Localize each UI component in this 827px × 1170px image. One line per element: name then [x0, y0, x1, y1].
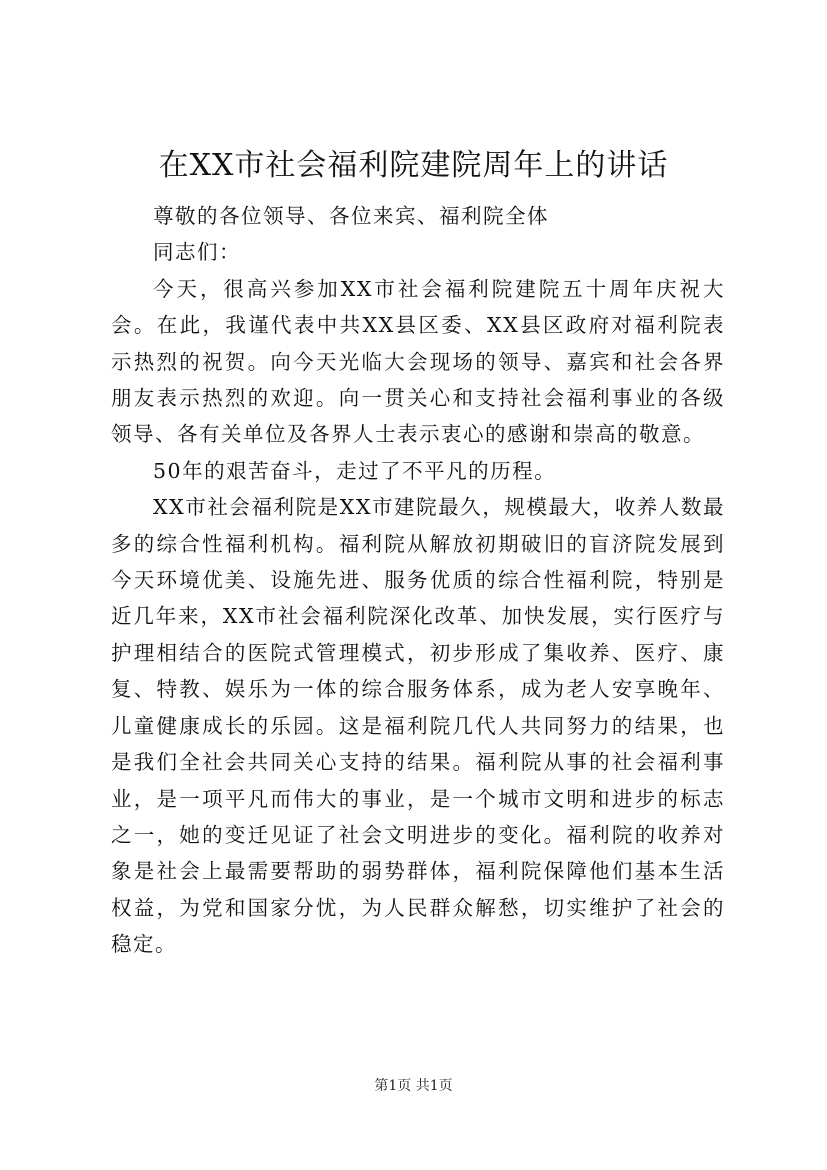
document-body: [111, 198, 725, 963]
paragraph-history: 50年的艰苦奋斗，走过了不平凡的历程。: [153, 458, 557, 483]
paragraph-institution: XX市社会福利院是XX市建院最久，规模最大，收养人数最多的综合性福利机构。福利院从解放初期破旧的盲济院发展到今天环境优美、设施先进、服务优质的综合性福利院，特别是近几年来，XX市社会福利院深化改革、加快发展，实行医疗与护理相结合的医院式管理模式，初步形成了集收养、医疗、康复、特教、娱乐为一体的综合服务体系，成为老人安享晚年、儿童健康成长的乐园。这是福利院几代人共同努力的结果，也是我们全社会共同关心支持的结果。福利院从事的社会福利事业，是一项平凡而伟大的事业，是一个城市文明和进步的标志之一，她的变迁见证了社会文明进步的变化。福利院的收养对象是社会上最需要帮助的弱势群体，福利院保障他们基本生活权益，为党和国家分忧，为人民群众解愁，切实维护了社会的稳定。: [111, 495, 725, 957]
page-number-footer: 第1页 共1页: [374, 1078, 453, 1094]
salutation-line: 尊敬的各位领导、各位来宾、福利院全体: [153, 204, 549, 228]
salutation-line-2: 同志们：: [153, 240, 241, 265]
paragraph-opening: 今天，很高兴参加XX市社会福利院建院五十周年庆祝大会。在此，我谨代表中共XX县区委、XX县区政府对福利院表示热烈的祝贺。向今天光临大会现场的领导、嘉宾和社会各界朋友表示热烈的欢迎。向一贯关心和支持社会福利事业的各级领导、各有关单位及各界人士表示衷心的感谢和崇高的敬意。: [111, 276, 725, 447]
document-title: 在XX市社会福利院建院周年上的讲话: [158, 148, 669, 183]
